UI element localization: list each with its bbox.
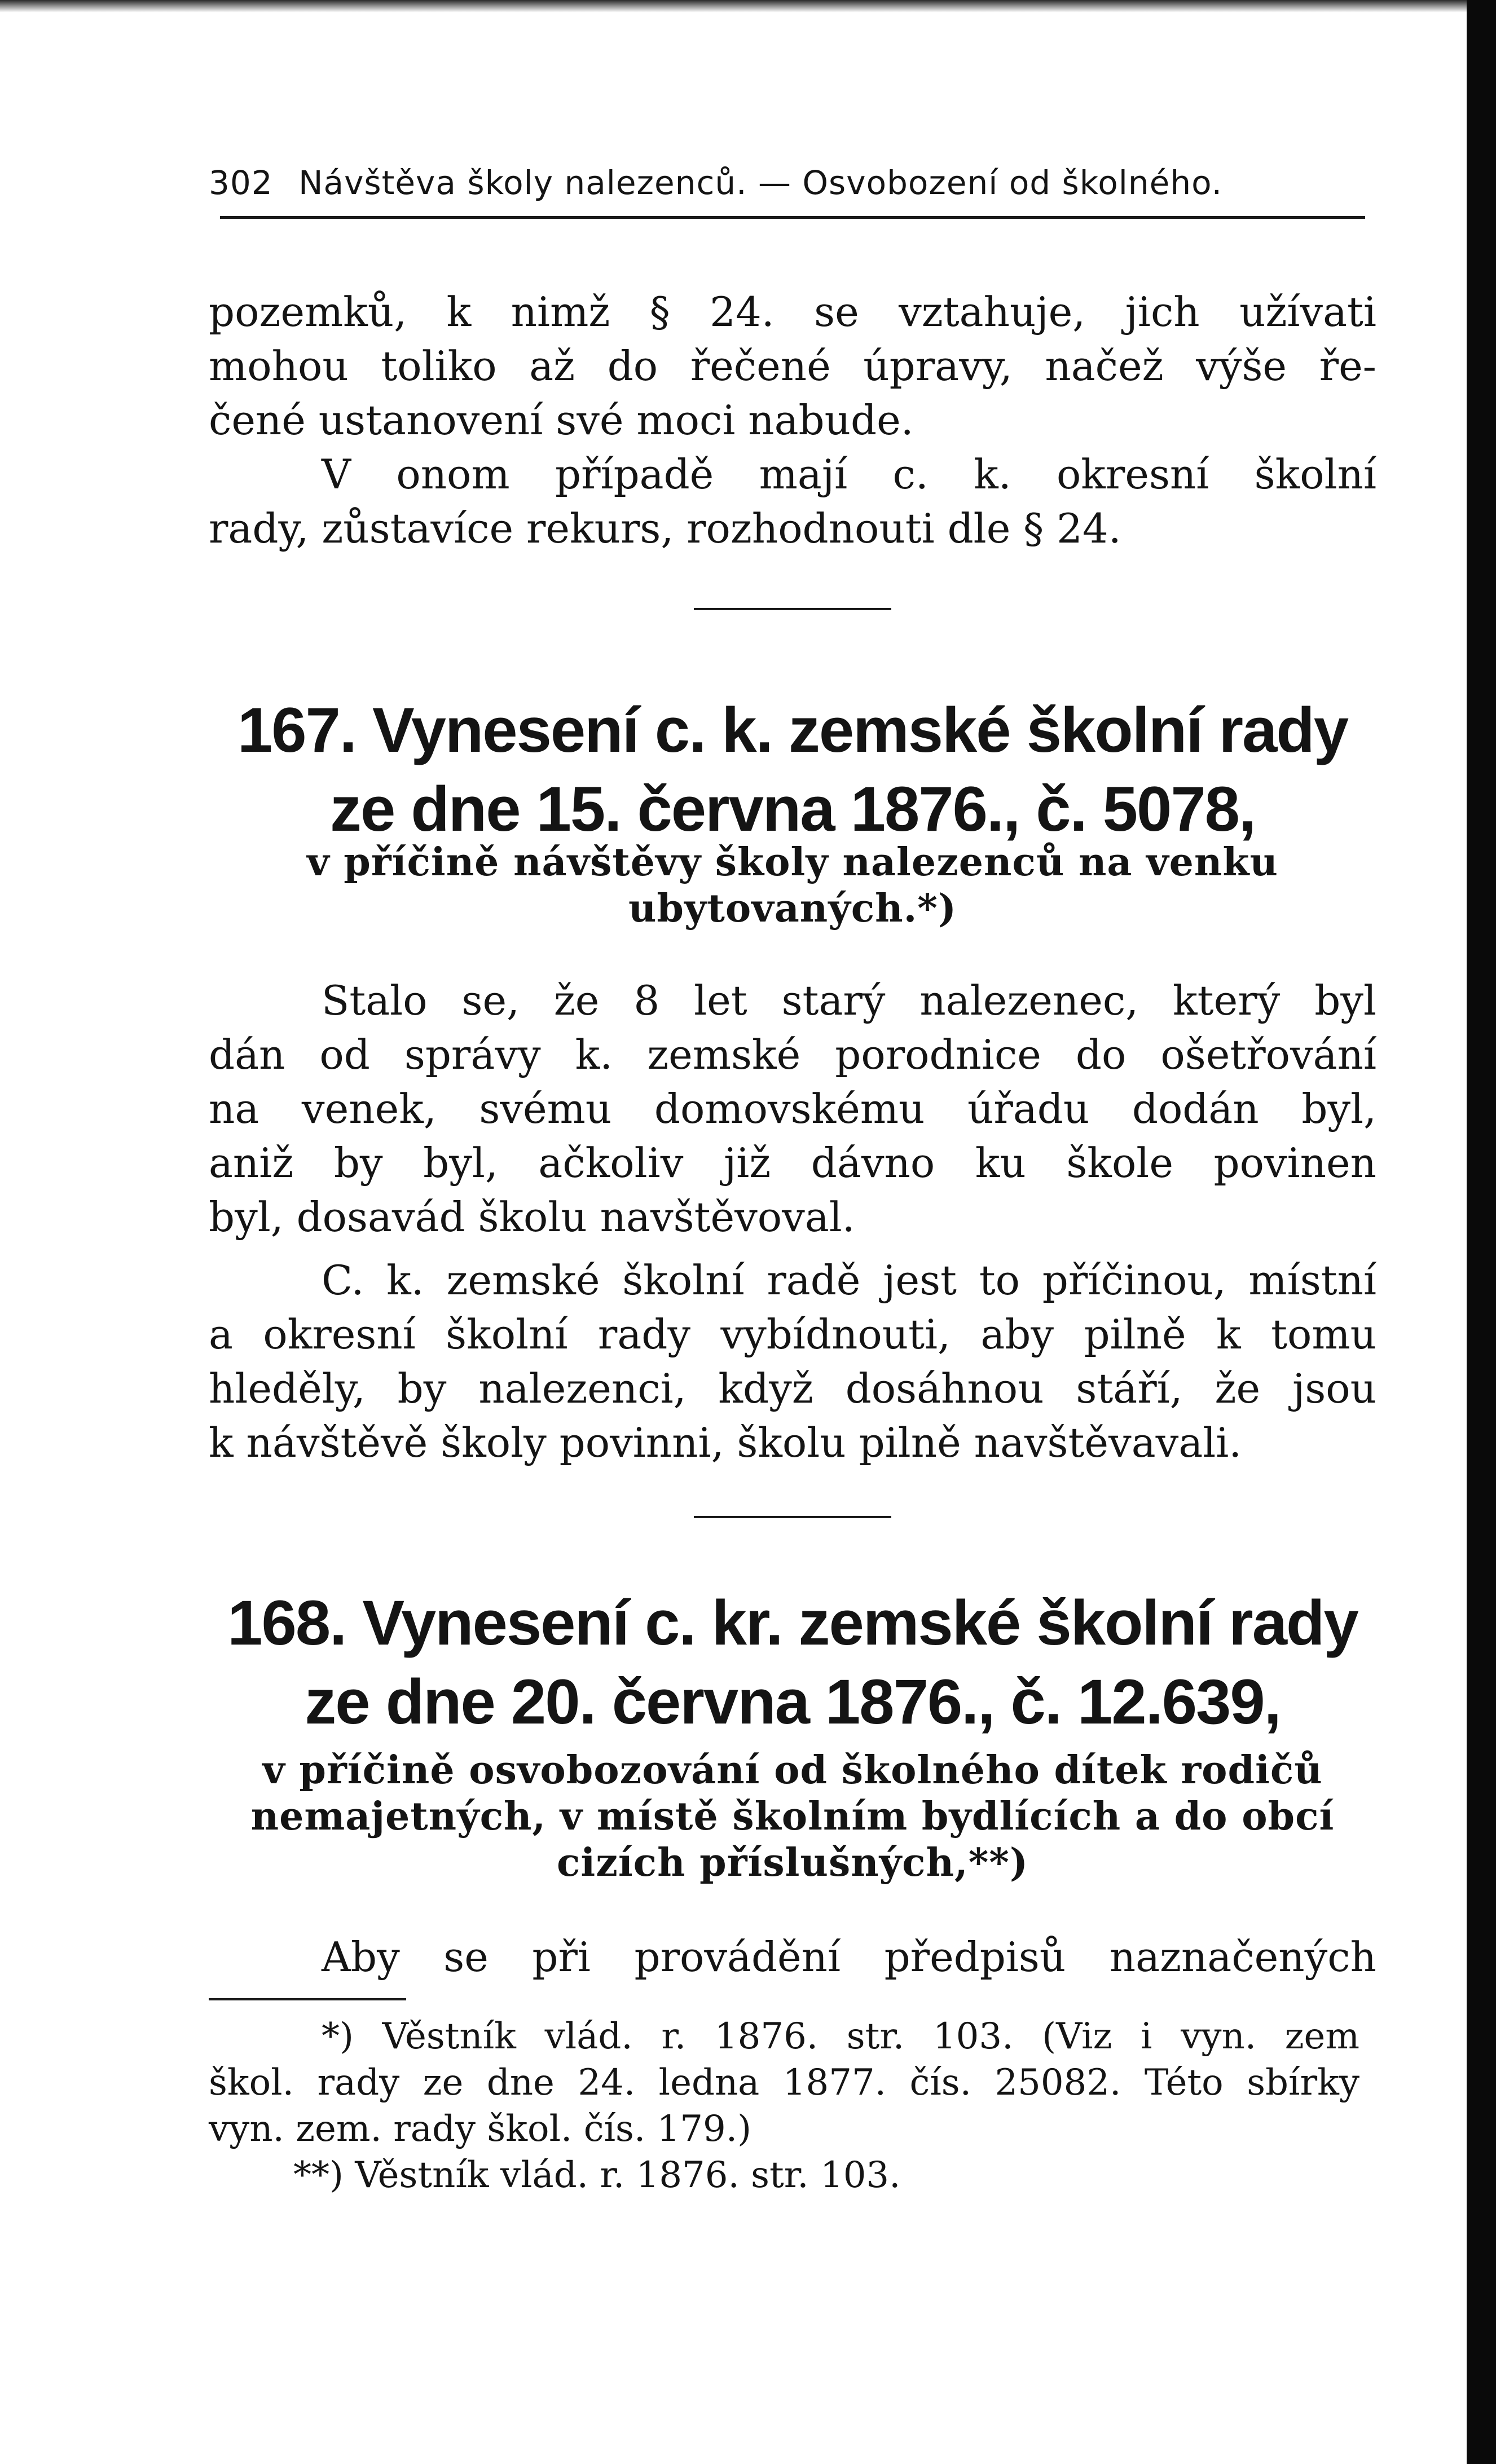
- footnote-rule: [209, 1998, 406, 2000]
- section-168-subtitle-line2: nemajetných, v místě školním bydlících a do obcí: [250, 1794, 1335, 1839]
- page-edge: [1467, 0, 1496, 2464]
- section-168-subtitle: [209, 1747, 1376, 1886]
- section-separator: [694, 1516, 891, 1518]
- section-167-subtitle: [209, 839, 1376, 932]
- text-line: dán od správy k. zemské porodnice do ošetřování: [209, 1031, 1376, 1078]
- text-line: mohou toliko až do řečené úpravy, načež výše ře-: [209, 342, 1376, 390]
- page-edge-top: [0, 0, 1496, 12]
- running-title: Návštěva školy nalezenců. — Osvobození od školného.: [298, 164, 1222, 202]
- text-line: aniž by byl, ačkoliv již dávno ku škole povinen: [209, 1139, 1376, 1187]
- text-line: a okresní školní rady vybídnouti, aby pilně k tomu: [209, 1311, 1376, 1358]
- text-line: na venek, svému domovskému úřadu dodán byl,: [209, 1085, 1376, 1132]
- section-168-paragraph-1: [209, 1930, 1376, 1984]
- page-number: 302: [209, 164, 273, 202]
- footnote-line: škol. rady ze dne 24. ledna 1877. čís. 25082. Této sbírky: [209, 2062, 1359, 2104]
- header-rule: [220, 216, 1365, 219]
- text-line: byl, dosavád školu navštěvoval.: [209, 1193, 855, 1241]
- footnote-line: vyn. zem. rady škol. čís. 179.): [209, 2108, 752, 2150]
- footnote-line: **) Věstník vlád. r. 1876. str. 103.: [293, 2154, 901, 2196]
- section-168-title-line1: 168. Vynesení c. kr. zemské školní rady: [227, 1588, 1358, 1658]
- text-line: pozemků, k nimž § 24. se vztahuje, jich užívati: [209, 288, 1376, 336]
- section-168-subtitle-line1: v příčině osvobozování od školného dítek rodičů: [262, 1748, 1323, 1793]
- footnote-line: *) Věstník vlád. r. 1876. str. 103. (Viz i vyn. zem: [322, 2016, 1359, 2057]
- section-separator: [694, 608, 891, 610]
- section-168-title: [209, 1584, 1376, 1742]
- footnotes: [209, 2013, 1359, 2198]
- section-167-paragraph-2: [209, 1253, 1376, 1470]
- section-168-title-line2: ze dne 20. června 1876., č. 12.639,: [305, 1667, 1281, 1737]
- running-head: [209, 164, 1376, 202]
- section-167-title-line2: ze dne 15. června 1876., č. 5078,: [329, 774, 1256, 844]
- text-line: Stalo se, že 8 let starý nalezenec, který byl: [322, 977, 1376, 1024]
- section-167-subtitle-line2: ubytovaných.*): [628, 886, 957, 931]
- text-line: Aby se při provádění předpisů naznačených: [322, 1933, 1376, 1981]
- text-line: čené ustanovení své moci nabude.: [209, 396, 914, 444]
- section-167-title-line1: 167. Vynesení c. k. zemské školní rady: [237, 695, 1348, 765]
- section-167-paragraph-1: [209, 973, 1376, 1244]
- section-168-subtitle-line3: cizích příslušných,**): [556, 1840, 1028, 1885]
- text-line: k návštěvě školy povinni, školu pilně navštěvavali.: [209, 1419, 1242, 1466]
- section-167-title: [209, 691, 1376, 849]
- paragraph-continuation: [209, 285, 1376, 556]
- section-167-subtitle-line1: v příčině návštěvy školy nalezenců na venku: [307, 840, 1278, 885]
- text-line: V onom případě mají c. k. okresní školní: [322, 451, 1376, 498]
- text-line: rady, zůstavíce rekurs, rozhodnouti dle § 24.: [209, 505, 1121, 552]
- text-line: C. k. zemské školní radě jest to příčinou, místní: [322, 1257, 1376, 1304]
- text-line: hleděly, by nalezenci, když dosáhnou stáří, že jsou: [209, 1365, 1376, 1412]
